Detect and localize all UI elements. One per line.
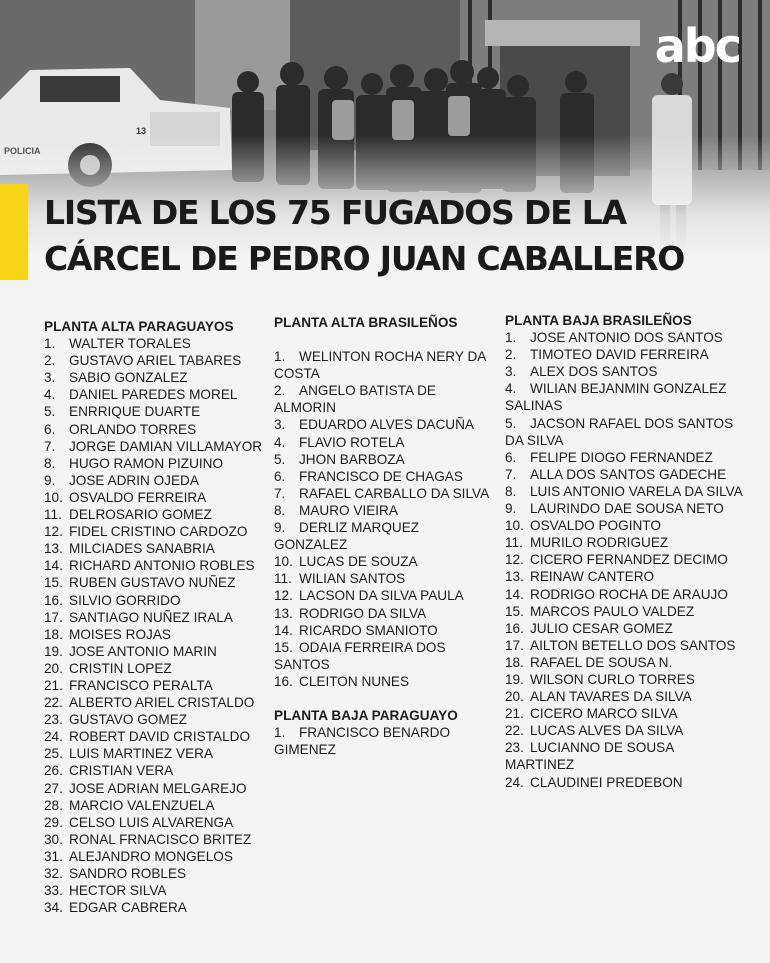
list-item [274,553,496,570]
list-item [44,797,266,814]
fugitive-name: RODRIGO ROCHA DE ARAUJO [530,586,728,602]
fugitive-name: LUCAS DE SOUZA [299,554,418,570]
fugitive-name: MOISES ROJAS [69,626,171,642]
item-number: 19. [44,643,63,659]
item-number: 34. [44,900,63,916]
fugitive-name: HECTOR SILVA [69,883,167,899]
list-item [44,694,266,711]
item-number: 9. [505,501,517,517]
item-number: 1. [505,330,517,346]
fugitive-name: FLAVIO ROTELA [299,434,405,450]
item-number: 6. [44,421,56,437]
list [44,335,266,916]
list-item [44,660,266,677]
list-item [505,534,745,551]
fugitive-name: MARCOS PAULO VALDEZ [530,603,695,619]
list-item [44,728,266,745]
item-number: 12. [274,588,293,604]
list-item [505,380,745,414]
list-item [274,382,496,416]
fugitive-name: RONAL FRNACISCO BRITEZ [69,831,252,847]
list-item [44,626,266,643]
list-item [505,346,745,363]
item-number: 18. [505,654,524,670]
fugitive-name: MAURO VIEIRA [299,502,398,518]
fugitive-name: CICERO FERNANDEZ DECIMO [530,552,728,568]
item-number: 13. [44,541,63,557]
fugitive-name: SABIO GONZALEZ [69,370,188,386]
item-number: 7. [44,438,56,454]
item-number: 11. [505,535,523,551]
fugitive-name: JACSON RAFAEL DOS SANTOS DA SILVA [505,415,734,448]
item-number: 7. [274,485,286,501]
item-number: 9. [274,520,286,536]
item-number: 4. [505,381,517,397]
fugitive-name: RAFAEL CARBALLO DA SILVA [299,485,490,501]
item-number: 15. [505,603,524,619]
list-item [274,451,496,468]
fugitive-name: MARCIO VALENZUELA [69,797,215,813]
list-item [44,386,266,403]
item-number: 8. [505,483,517,499]
title-line-2: CÁRCEL DE PEDRO JUAN CABALLERO [44,239,685,278]
item-number: 2. [505,347,517,363]
list-item [274,724,496,758]
column-2 [274,314,496,758]
fugitive-name: JOSE ADRIAN MELGAREJO [69,780,247,796]
list-item [44,352,266,369]
item-number: 1. [274,349,286,365]
fugitive-name: TIMOTEO DAVID FERREIRA [530,347,709,363]
list-item [44,540,266,557]
item-number: 24. [505,774,524,790]
list-item [274,502,496,519]
item-number: 22. [505,723,524,739]
item-number: 14. [505,586,524,602]
item-number: 1. [274,725,286,741]
item-number: 17. [505,637,524,653]
list-item [44,762,266,779]
item-number: 17. [44,609,63,625]
fugitive-name: WALTER TORALES [69,336,191,352]
item-number: 23. [44,712,63,728]
fugitive-name: SANDRO ROBLES [69,866,187,881]
list-item [274,605,496,622]
list-item [44,506,266,523]
fugitive-name: LUIS ANTONIO VARELA DA SILVA [530,483,743,499]
item-number: 20. [505,689,524,705]
fugitive-name: LUCIANNO DE SOUSA MARTINEZ [505,740,674,773]
fugitive-name: DANIEL PAREDES MOREL [69,387,238,403]
list-item [505,415,745,449]
page-title [44,190,744,282]
item-number: 29. [44,814,63,830]
list-item [44,455,266,472]
list-item [44,557,266,574]
fugitive-name: EDGAR CABRERA [69,900,187,916]
item-number: 16. [505,620,524,636]
list-item [505,671,745,688]
item-number: 14. [44,558,63,574]
fugitive-name: ALEX DOS SANTOS [530,364,658,380]
item-number: 30. [44,831,63,847]
list [505,329,745,791]
fugitive-name: JULIO CESAR GOMEZ [530,620,673,636]
accent-bar [0,184,28,280]
list-item [505,466,745,483]
item-number: 12. [44,524,63,540]
list-item [505,654,745,671]
item-number: 24. [44,729,63,745]
fugitive-name: FRANCISCO BENARDO GIMENEZ [274,725,451,758]
item-number: 31. [44,848,63,864]
fugitive-name: AILTON BETELLO DOS SANTOS [530,637,736,653]
list-item [44,780,266,797]
item-number: 12. [505,552,524,568]
fugitive-name: SILVIO GORRIDO [69,592,181,608]
item-number: 5. [505,415,517,431]
list-item [44,438,266,455]
item-number: 26. [44,763,63,779]
item-number: 4. [44,387,56,403]
list-item [505,363,745,380]
list-item [44,814,266,831]
list-item [44,489,266,506]
list-item [44,369,266,386]
fugitive-name: MURILO RODRIGUEZ [530,535,669,551]
fugitive-name: RODRIGO DA SILVA [299,605,427,621]
fugitive-name: ENRRIQUE DUARTE [69,404,201,420]
item-number: 6. [505,449,517,465]
list-item [505,500,745,517]
fugitive-name: DERLIZ MARQUEZ GONZALEZ [274,520,420,553]
list-item [44,711,266,728]
item-number: 13. [274,605,293,621]
list-item [505,774,745,791]
fugitive-name: REINAW CANTERO [530,569,655,585]
item-number: 15. [274,639,293,655]
fugitive-name: LACSON DA SILVA PAULA [299,588,464,604]
item-number: 25. [44,746,63,762]
fugitive-name: MILCIADES SANABRIA [69,541,215,557]
list-item [44,574,266,591]
fugitive-name: CLEITON NUNES [299,673,410,689]
item-number: 20. [44,660,63,676]
item-number: 22. [44,695,63,711]
fugitive-name: CRISTIN LOPEZ [69,660,172,676]
fugitive-name: DELROSARIO GOMEZ [69,507,212,523]
fugitive-name: FRANCISCO DE CHAGAS [299,468,463,484]
item-number: 10. [44,489,63,505]
item-number: 7. [505,466,517,482]
fugitive-name: ALBERTO ARIEL CRISTALDO [69,695,255,711]
item-number: 18. [44,626,63,642]
column-1 [44,318,266,916]
list-item [44,848,266,865]
list-item [505,620,745,637]
list-item [44,609,266,626]
fugitive-name: JOSE ANTONIO DOS SANTOS [530,330,723,346]
fugitive-name: ALEJANDRO MONGELOS [69,848,233,864]
list-item [274,468,496,485]
abc-logo: abc [654,19,740,73]
item-number: 23. [505,740,524,756]
fugitive-name: WILSON CURLO TORRES [530,671,695,687]
list-item [505,449,745,466]
list-item [44,472,266,489]
list-item [505,568,745,585]
list [274,724,496,758]
column-3 [505,312,745,791]
item-number: 13. [505,569,524,585]
fugitive-name: EDUARDO ALVES DACUÑA [299,417,474,433]
fugitive-name: CLAUDINEI PREDEBON [530,774,683,790]
item-number: 2. [44,353,56,369]
item-number: 3. [274,417,286,433]
list [274,348,496,690]
list-item [44,745,266,762]
fugitive-name: JORGE DAMIAN VILLAMAYOR [69,438,263,454]
list-item [274,519,496,553]
list-item [505,603,745,620]
list-item [505,722,745,739]
list-item [44,899,266,916]
fugitive-name: RAFAEL DE SOUSA N. [530,654,673,670]
item-number: 11. [44,507,62,523]
fugitive-name: FRANCISCO PERALTA [69,677,213,693]
fugitive-name: ANGELO BATISTA DE ALMORIN [274,383,436,416]
fugitive-name: OSVALDO POGINTO [530,518,661,534]
list-item [505,329,745,346]
list-item [274,622,496,639]
fugitive-name: HUGO RAMON PIZUINO [69,455,224,471]
fugitive-name: RICHARD ANTONIO ROBLES [69,558,255,574]
fugitive-name: LUIS MARTINEZ VERA [69,746,214,762]
section-title: PLANTA ALTA BRASILEÑOS [274,315,458,330]
list-item [505,637,745,654]
item-number: 3. [44,370,56,386]
item-number: 5. [44,404,56,420]
item-number: 32. [44,866,63,881]
item-number: 5. [274,451,286,467]
list-item [274,570,496,587]
section-title: PLANTA BAJA PARAGUAYO [274,707,458,723]
list-item [274,587,496,604]
fugitive-name: WILIAN BEJANMIN GONZALEZ SALINAS [505,381,727,414]
list-item [44,677,266,694]
fugitive-name: JOSE ADRIN OJEDA [69,472,199,488]
list-item [505,483,745,500]
section-title: PLANTA ALTA PARAGUAYOS [44,319,234,334]
list-item [44,335,266,352]
list-item [44,523,266,540]
list-item [505,688,745,705]
item-number: 14. [274,622,293,638]
list-item [274,673,496,690]
title-line-1: LISTA DE LOS 75 FUGADOS DE LA [44,193,626,232]
item-number: 4. [274,434,286,450]
item-number: 3. [505,364,517,380]
item-number: 16. [274,673,293,689]
fugitive-name: CELSO LUIS ALVARENGA [69,814,234,830]
fugitive-name: ROBERT DAVID CRISTALDO [69,729,251,745]
fugitive-name: LUCAS ALVES DA SILVA [530,723,684,739]
fugitive-name: GUSTAVO ARIEL TABARES [69,353,242,369]
list-item [44,403,266,420]
list-item [44,865,266,882]
list-item [505,551,745,568]
fugitive-name: RUBEN GUSTAVO NUÑEZ [69,575,236,591]
item-number: 21. [505,706,524,722]
item-number: 8. [44,455,56,471]
item-number: 16. [44,592,63,608]
list-item [274,639,496,673]
section-title: PLANTA BAJA BRASILEÑOS [505,313,692,328]
fugitive-name: OSVALDO FERREIRA [69,489,207,505]
fugitive-name: CICERO MARCO SILVA [530,706,678,722]
item-number: 19. [505,671,524,687]
list-item [505,705,745,722]
item-number: 33. [44,883,63,899]
list-item [44,421,266,438]
item-number: 6. [274,468,286,484]
fugitive-name: ORLANDO TORRES [69,421,197,437]
item-number: 1. [44,336,56,352]
fugitive-name: FELIPE DIOGO FERNANDEZ [530,449,713,465]
fugitive-name: ODAIA FERREIRA DOS SANTOS [274,639,446,672]
list-item [44,643,266,660]
list-item [274,348,496,382]
list-item [274,485,496,502]
list-item [505,586,745,603]
fugitive-name: ALLA DOS SANTOS GADECHE [530,466,727,482]
item-number: 21. [44,677,63,693]
item-number: 9. [44,472,56,488]
item-number: 15. [44,575,63,591]
item-number: 8. [274,502,286,518]
fugitive-name: WILIAN SANTOS [299,571,406,587]
fugitive-name: RICARDO SMANIOTO [299,622,438,638]
list-item [274,434,496,451]
fugitive-name: CRISTIAN VERA [69,763,174,779]
fugitive-name: JHON BARBOZA [299,451,405,467]
fugitive-name: SANTIAGO NUÑEZ IRALA [69,609,233,625]
item-number: 27. [44,780,63,796]
list-item [44,831,266,848]
item-number: 10. [274,554,293,570]
fugitive-name: WELINTON ROCHA NERY DA COSTA [274,349,486,382]
item-number: 28. [44,797,63,813]
list-item [274,416,496,433]
fugitive-name: FIDEL CRISTINO CARDOZO [69,524,248,540]
fugitive-name: JOSE ANTONIO MARIN [69,643,217,659]
fugitive-name: GUSTAVO GOMEZ [69,712,188,728]
fugitive-name: LAURINDO DAE SOUSA NETO [530,501,724,517]
item-number: 11. [274,571,292,587]
item-number: 2. [274,383,286,399]
list-item [505,517,745,534]
list-item [44,882,266,899]
fugitive-name: ALAN TAVARES DA SILVA [530,689,692,705]
item-number: 10. [505,518,524,534]
list-item [44,592,266,609]
list-item [505,739,745,773]
